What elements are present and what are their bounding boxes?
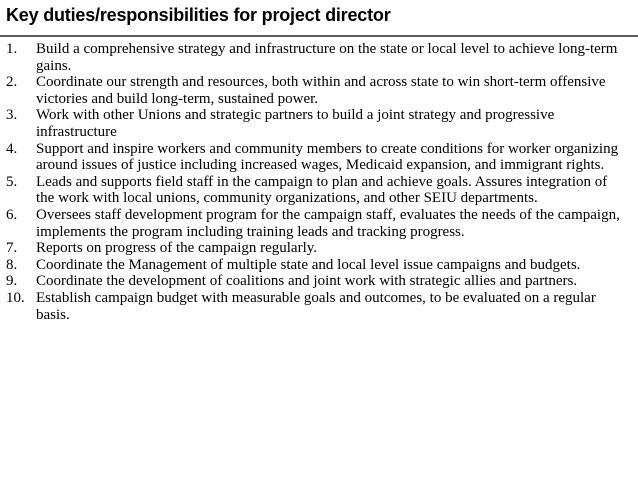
item-text: Establish campaign budget with measurable goals and outcomes, to be evaluated on a regular basis. [36, 289, 596, 323]
page-title: Key duties/responsibilities for project director [6, 5, 391, 25]
item-number: 5. [6, 173, 18, 190]
list-item [0, 74, 625, 107]
item-number: 6. [6, 206, 18, 223]
item-text: Support and inspire workers and community members to create conditions for worker organizing around issues of justice including increased wages, Medicaid expansion, and immigrant rights. [36, 140, 619, 174]
item-text: Coordinate the Management of multiple state and local level issue campaigns and budgets. [36, 256, 581, 273]
list-item [0, 107, 625, 140]
item-text: Oversees staff development program for the campaign staff, evaluates the needs of the campaign, implements the program including training leads and tracking progress. [36, 206, 620, 240]
list-item [0, 207, 625, 240]
list-item [0, 240, 625, 257]
item-text: Coordinate our strength and resources, both within and across state to win short-term offensive victories and build long-term, sustained power. [36, 74, 606, 107]
list-item [0, 257, 625, 274]
item-number: 7. [6, 240, 18, 257]
list-item [0, 174, 625, 207]
list-item [0, 141, 625, 174]
title-divider [0, 35, 638, 37]
item-text: Reports on progress of the campaign regularly. [36, 240, 318, 257]
item-number: 2. [6, 74, 18, 91]
item-number: 3. [6, 107, 18, 124]
list-item [0, 41, 625, 74]
item-text: Leads and supports field staff in the campaign to plan and achieve goals. Assures integration of the work with local unions, community organizations, and other SEIU departments. [36, 173, 608, 207]
item-number: 10. [6, 289, 25, 306]
list-item [0, 290, 625, 323]
item-number: 1. [6, 41, 18, 57]
item-text: Coordinate the development of coalitions and joint work with strategic allies and partners. [36, 273, 578, 290]
item-number: 4. [6, 140, 18, 157]
list-item [0, 273, 625, 290]
duties-list [0, 41, 625, 323]
item-number: 8. [6, 256, 18, 273]
item-text: Build a comprehensive strategy and infrastructure on the state or local level to achieve long-term gains. [36, 41, 618, 74]
item-number: 9. [6, 273, 18, 290]
item-text: Work with other Unions and strategic partners to build a joint strategy and progressive infrastructure [36, 107, 555, 140]
